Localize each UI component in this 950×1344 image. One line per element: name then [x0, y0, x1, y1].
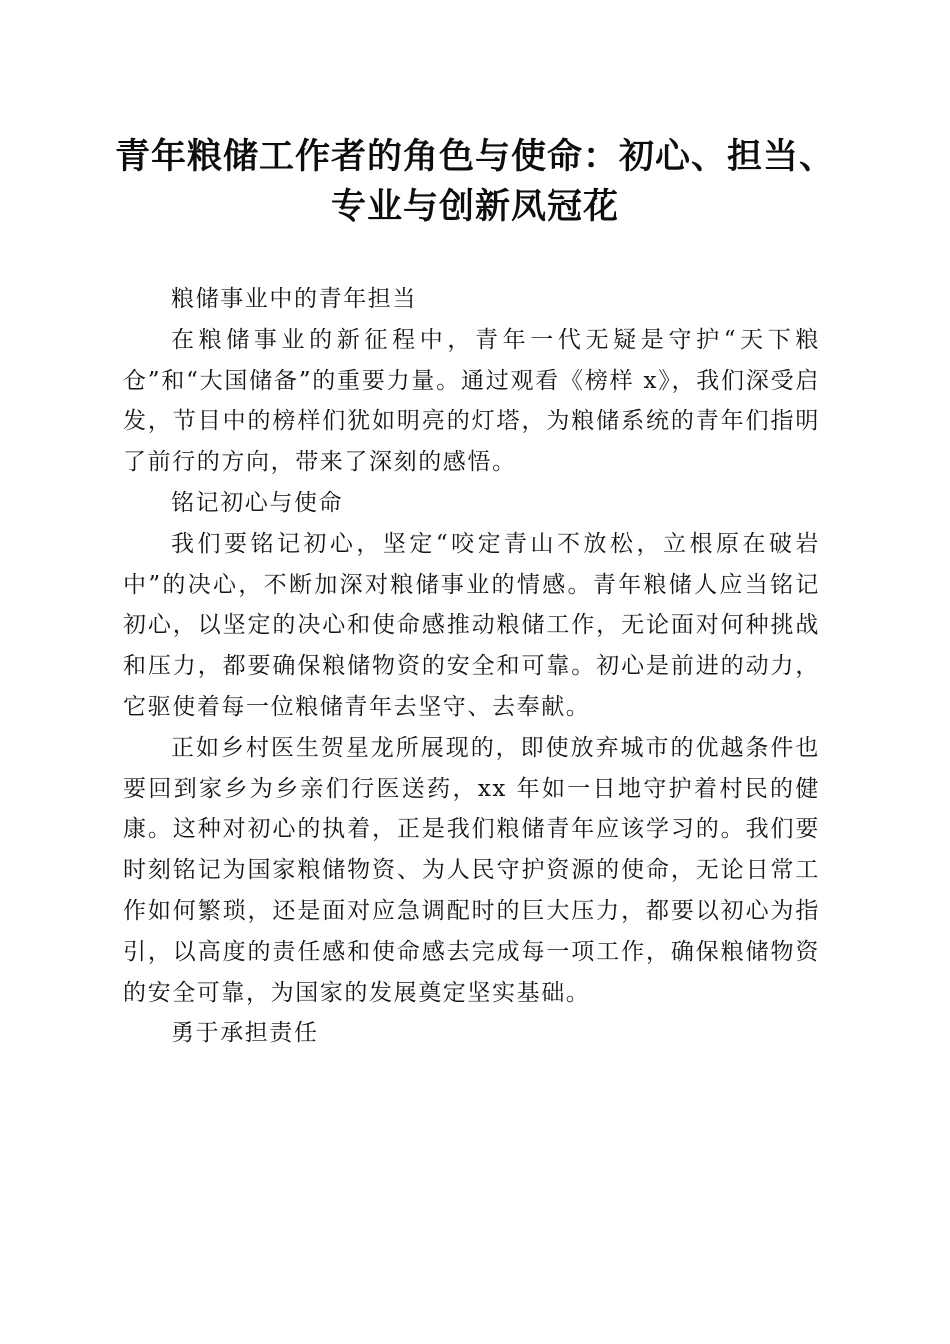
title-line-1: 青年粮储工作者的角色与使命：初心、担当、	[114, 136, 835, 177]
paragraph-remember-mission-1: 我们要铭记初心，坚定“咬定青山不放松，立根原在破岩中”的决心，不断加深对粮储事业的情感。青年粮储人应当铭记初心，以坚定的决心和使命感推动粮储工作，无论面对何种挑战和压力，都要确保粮储物资的安全和可靠。初心是前进的动力，它驱使着每一位粮储青年去坚守、去奉献。	[123, 530, 820, 720]
paragraph-youth-responsibility: 在粮储事业的新征程中，青年一代无疑是守护“天下粮仓”和“大国储备”的重要力量。通过观看《榜样 x》，我们深受启发，节目中的榜样们犹如明亮的灯塔，为粮储系统的青年们指明了前行的方向，带来了深刻的感悟。	[123, 326, 820, 476]
document-body	[123, 279, 820, 1054]
section-heading-youth-responsibility: 粮储事业中的青年担当	[171, 286, 417, 312]
paragraph-remember-mission-2: 正如乡村医生贺星龙所展现的，即使放弃城市的优越条件也要回到家乡为乡亲们行医送药，xx 年如一日地守护着村民的健康。这种对初心的执着，正是我们粮储青年应该学习的。我们要时刻铭记为国家粮储物资、为人民守护资源的使命，无论日常工作如何繁琐，还是面对应急调配时的巨大压力，都要以初心为指引，以高度的责任感和使命感去完成每一项工作，确保粮储物资的安全可靠，为国家的发展奠定坚实基础。	[123, 734, 820, 1006]
section-heading-remember-mission: 铭记初心与使命	[171, 489, 344, 516]
section-heading-take-responsibility: 勇于承担责任	[171, 1020, 319, 1047]
document-title	[100, 132, 850, 232]
title-line-2: 专业与创新凤冠花	[330, 186, 619, 227]
